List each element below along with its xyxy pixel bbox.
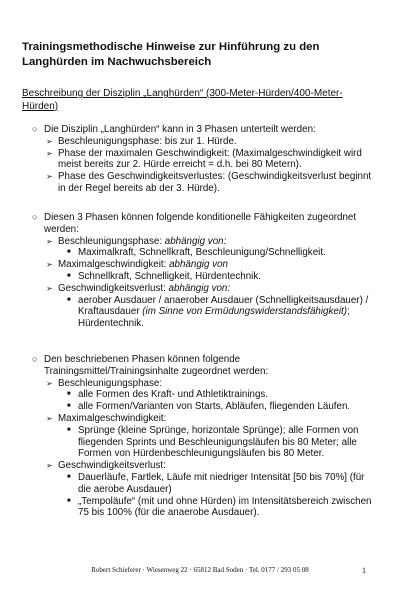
- item-label: Beschleunigungsphase:: [58, 377, 163, 389]
- item-text-tail: ; Hürdentechnik.: [78, 306, 350, 330]
- list-item: [66, 271, 372, 283]
- arrow-bullet-icon: ➢: [46, 148, 53, 158]
- list-item: [44, 136, 372, 148]
- item-label: Geschwindigkeitsverlust:: [58, 460, 166, 472]
- list-item: [66, 401, 372, 413]
- item-text: aerober Ausdauer / anaerober Ausdauer (Schnelligkeitsausdauer) / Kraftausdauer: [78, 294, 369, 318]
- arrow-bullet-icon: ➢: [46, 260, 53, 270]
- item-label-italic: abhängig von:: [168, 282, 231, 294]
- section-intro: Die Disziplin „Langhürden“ kann in 3 Phasen unterteilt werden:: [44, 124, 316, 135]
- hollow-circle-bullet-icon: ○: [32, 354, 38, 364]
- list-item: [44, 236, 372, 260]
- item-label: Maximalgeschwindigkeit:: [58, 259, 170, 271]
- item-text: Dauerläufe, Fartlek, Läufe mit niedriger Intensität [50 bis 70%] (für die aerobe Ausdauer): [78, 471, 365, 495]
- list-item: [44, 259, 372, 283]
- arrow-bullet-icon: ➢: [46, 136, 53, 146]
- arrow-bullet-icon: ➢: [46, 461, 53, 471]
- square-bullet-icon: ■: [67, 403, 71, 410]
- square-bullet-icon: ■: [67, 391, 71, 398]
- arrow-bullet-icon: ➢: [46, 236, 53, 246]
- square-bullet-icon: ■: [67, 272, 71, 279]
- list-item: [44, 378, 372, 413]
- hollow-circle-bullet-icon: ○: [32, 212, 38, 222]
- section-intro: Diesen 3 Phasen können folgende konditionelle Fähigkeiten zugeordnet werden:: [44, 212, 357, 235]
- list-item: [44, 171, 372, 195]
- item-label: Geschwindigkeitsverlust:: [58, 282, 169, 294]
- item-text: „Tempoläufe“ (mit und ohne Hürden) im Intensitätsbereich zwischen 75 bis 100% (für die anaerobe Ausdauer).: [78, 495, 372, 519]
- list-item: [66, 247, 372, 259]
- square-bullet-icon: ■: [67, 497, 71, 504]
- document-title: Trainingsmethodische Hinweise zur Hinführung zu den Langhürden im Nachwuchsbereich: [22, 41, 320, 68]
- page-footer: Robert Schieferer · Wiesenweg 22 · 65812 Bad Soden · Tel. 0177 / 293 05 08: [91, 566, 309, 574]
- list-item: [44, 148, 372, 172]
- item-text: alle Formen/Varianten von Starts, Abläufen, fliegenden Läufen.: [78, 401, 351, 413]
- item-text: Maximalkraft, Schnellkraft, Beschleunigung/Schnelligkeit.: [78, 247, 326, 259]
- section-intro: Den beschriebenen Phasen können folgende Trainingsmittel/Trainingsinhalte zugeordnet werden:: [44, 354, 269, 377]
- section-training-means: [22, 354, 372, 519]
- list-item: [66, 472, 372, 496]
- item-text: Schnellkraft, Schnelligkeit, Hürdentechnik.: [78, 270, 261, 282]
- item-text: Phase der maximalen Geschwindigkeit: (Maximalgeschwindigkeit wird meist bereits zur 2. Hürde erreicht = d.h. bei 80 Metern).: [58, 147, 362, 171]
- item-text: Phase des Geschwindigkeitsverlustes: (Geschwindigkeitsverlust beginnt in der Regel bereits ab der 3. Hürde).: [58, 171, 372, 194]
- square-bullet-icon: ■: [67, 426, 71, 433]
- list-item: [66, 389, 372, 401]
- arrow-bullet-icon: ➢: [46, 283, 53, 293]
- item-text: Sprünge (kleine Sprünge, horizontale Sprünge); alle Formen von fliegenden Sprints und Beschleunigungsläufen bis 80 Meter; alle Formen von Hürdenbeschleunigungsläufen bis 80 Meter.: [78, 424, 359, 460]
- section-abilities: [22, 212, 372, 330]
- section-phases: [22, 124, 372, 195]
- list-item: [66, 295, 372, 330]
- item-label: Beschleunigungsphase:: [58, 235, 165, 247]
- item-label-italic: abhängig von: [169, 259, 228, 271]
- item-label-italic: abhängig von:: [164, 235, 227, 247]
- list-item: [66, 425, 372, 460]
- list-item: [22, 354, 372, 519]
- item-label: Maximalgeschwindigkeit:: [58, 412, 167, 424]
- list-item: [44, 283, 372, 330]
- square-bullet-icon: ■: [67, 296, 71, 303]
- hollow-circle-bullet-icon: ○: [32, 124, 38, 134]
- item-text-italic: (im Sinne von Ermüdungswiderstandsfähigkeit): [142, 306, 348, 318]
- arrow-bullet-icon: ➢: [46, 413, 53, 423]
- page-number: 1: [362, 566, 366, 575]
- item-text: Beschleunigungsphase: bis zur 1. Hürde.: [58, 135, 237, 147]
- square-bullet-icon: ■: [67, 473, 71, 480]
- arrow-bullet-icon: ➢: [46, 378, 53, 388]
- list-item: [44, 460, 372, 519]
- list-item: [22, 124, 372, 195]
- item-text: alle Formen des Kraft- und Athletiktrainings.: [78, 389, 269, 401]
- arrow-bullet-icon: ➢: [46, 172, 53, 182]
- list-item: [66, 496, 372, 520]
- list-item: [44, 413, 372, 460]
- square-bullet-icon: ■: [67, 249, 71, 256]
- list-item: [22, 212, 372, 330]
- document-subtitle: Beschreibung der Disziplin „Langhürden“ (300-Meter-Hürden/400-Meter-Hürden): [22, 88, 343, 112]
